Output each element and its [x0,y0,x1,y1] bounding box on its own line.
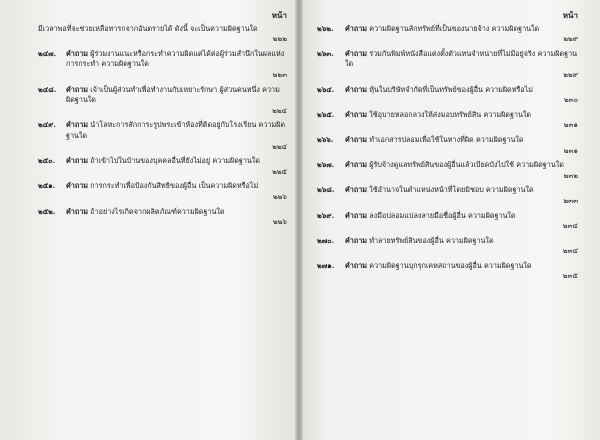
question-text: เจ้าเป็นผู้ส่วนทำเพื่อทำงานกับเหยาะรักษา ผู้ส่วนคนหนึ่ง ความผิดฐานใด [66,84,280,105]
question-number: ๒๖๓. [317,48,334,58]
question-page-number: ๒๒๖ [272,191,287,201]
question-label: คำถาม [66,120,88,130]
question-label: คำถาม [345,260,367,270]
question-number: ๒๖๖. [317,134,334,144]
question-text: ผู้ร่วมงานแนะหรือกระทำความผิดแต่ได้ต่อผู้ร่วมสำนึกในผลแห่งการกระทำ ความผิดฐานใด [66,48,285,69]
question-text: ผู้รับจ้างดูแลทรัพย์สินของผู้อื่นแล้วเบียดบังไปใช้ ความผิดฐานใด [369,160,564,170]
question-line [66,156,287,167]
question-line [345,185,578,196]
question-entry [317,160,578,181]
question-text: ใช้อำนาจในตำแหน่งหน้าที่โดยมิชอบ ความผิดฐานใด [369,185,534,195]
question-line [345,211,578,222]
question-label: คำถาม [345,48,367,58]
question-entry [317,211,578,232]
question-text: การกระทำเพื่อป้องกันสิทธิของผู้อื่น เป็นความผิดหรือไม่ [90,181,259,191]
question-label: คำถาม [345,160,367,170]
question-body [66,207,287,228]
question-body [345,135,578,156]
question-entry [317,261,578,282]
question-label: คำถาม [66,156,88,166]
question-line [345,110,578,121]
question-entry [317,24,578,45]
question-body [345,261,578,282]
question-line [66,207,287,218]
question-body [345,236,578,257]
question-number: ๒๕๑. [38,181,56,191]
question-entry [38,120,287,152]
question-line [345,236,578,247]
left-continuation-page: ๒๒๒ [272,34,287,44]
question-page-number: ๒๒๓ [272,69,287,79]
question-entry [317,85,578,106]
question-line [345,85,578,96]
question-line [345,261,578,272]
question-text: ใช้อุบายหลอกลวงให้ส่งมอบทรัพย์สิน ความผิดฐานใด [369,109,532,119]
question-label: คำถาม [66,84,88,94]
right-page-header: หน้า [562,10,578,20]
question-page-number: ๒๓๑ [563,145,578,155]
question-page-number: ๒๒๔ [272,105,287,115]
question-body [66,49,287,81]
question-page-number: ๒๒๔ [272,141,287,151]
question-page-number: ๒๒๕ [272,166,287,176]
question-text: ความผิดฐานบุกรุกเคหสถานของผู้อื่น ความผิดฐานใด [369,260,532,270]
question-label: คำถาม [345,185,367,195]
question-number: ๒๔๗. [38,48,57,58]
question-body [66,156,287,177]
question-page-number: ๒๓๒ [563,170,578,180]
question-entry [38,181,287,202]
question-line [345,49,578,70]
right-page [297,0,600,440]
question-page-number: ๒๒๙ [563,69,578,79]
left-entry-list [38,49,287,228]
question-entry [317,49,578,81]
question-body [66,120,287,152]
question-line [66,85,287,106]
question-entry [317,110,578,131]
question-label: คำถาม [66,181,88,191]
question-text: ลงมือปลอมแปลงลายมือชื่อผู้อื่น ความผิดฐานใด [369,210,516,220]
question-page-number: ๒๓๑ [563,120,578,130]
question-body [345,24,578,45]
question-label: คำถาม [345,134,367,144]
question-label: คำถาม [66,206,88,216]
question-body [345,110,578,131]
question-text: ความผิดฐานลักทรัพย์ที่เป็นของนายจ้าง ความผิดฐานใด [369,23,540,33]
question-label: คำถาม [345,23,367,33]
question-label: คำถาม [345,210,367,220]
book-gutter [295,0,303,440]
question-number: ๒๖๒. [317,23,334,33]
question-page-number: ๒๓๓ [563,195,578,205]
question-label: คำถาม [345,84,367,94]
question-entry [38,156,287,177]
question-entry [38,85,287,117]
question-number: ๒๖๗. [317,160,335,170]
question-number: ๒๖๔. [317,84,335,94]
question-number: ๒๔๘. [38,84,57,94]
question-page-number: ๒๓๕ [562,271,578,281]
question-body [66,85,287,117]
question-line [66,181,287,192]
question-body [345,211,578,232]
question-body [345,185,578,206]
question-entry [317,135,578,156]
question-body [66,181,287,202]
question-body [345,49,578,81]
question-number: ๒๖๙. [317,210,335,220]
question-label: คำถาม [66,48,88,58]
question-number: ๒๗๐. [317,235,335,245]
question-entry [38,49,287,81]
question-number: ๒๕๐. [38,156,56,166]
question-text: ร่วมกันพิมพ์หนังสือแต่งตั้งตัวแทนจำหน่ายที่ไม่มีอยู่จริง ความผิดฐานใด [345,48,578,69]
question-page-number: ๒๒๙ [563,34,578,44]
question-text: นำโลหะการสักการะรูปพระเข้าห้องที่ติดอยู่กับโรงเรียน ความผิดฐานใด [66,120,286,140]
question-label: คำถาม [345,109,367,119]
question-page-number: ๒๒๖ [272,217,287,227]
left-page [0,0,297,440]
question-page-number: ๒๓๔ [562,246,578,256]
left-page-header: หน้า [271,10,287,20]
question-line [345,160,578,171]
question-line [345,135,578,146]
question-number: ๒๔๙. [38,120,56,130]
question-page-number: ๒๓๐ [563,95,578,105]
question-body [345,85,578,106]
right-entry-list [317,24,578,282]
question-line [345,24,578,35]
question-number: ๒๖๘. [317,185,335,195]
question-line [66,120,287,141]
question-text: ถ้าเข้าไปในบ้านของบุคคลอื่นที่ยังไม่อยู่ ความผิดฐานใด [90,156,260,166]
question-text: ทำเอกสารปลอมเพื่อใช้ในทางที่ผิด ความผิดฐานใด [369,134,524,144]
question-number: ๒๕๒. [38,206,56,216]
left-continuation [38,24,287,45]
question-number: ๒๖๕. [317,109,335,119]
question-body [345,160,578,181]
question-number: ๒๗๑. [317,260,335,270]
question-page-number: ๒๓๔ [562,221,578,231]
question-entry [317,236,578,257]
question-entry [317,185,578,206]
question-line [66,49,287,70]
question-text: ทำลายทรัพย์สินของผู้อื่น ความผิดฐานใด [369,235,494,245]
question-entry [38,207,287,228]
question-label: คำถาม [345,235,367,245]
question-text: หุ้นในบริษัทจำกัดที่เป็นทรัพย์ของผู้อื่น ความผิดหรือไม่ [369,84,533,94]
left-continuation-text: มีเวลาพอที่จะช่วยเหลือทารกจากอันตรายได้ ดังนี้ จะเป็นความผิดฐานใด [38,23,258,33]
question-text: ถ้าอย่างไรเกิดจากผลิตภัณฑ์ความผิดฐานใด [90,206,225,216]
